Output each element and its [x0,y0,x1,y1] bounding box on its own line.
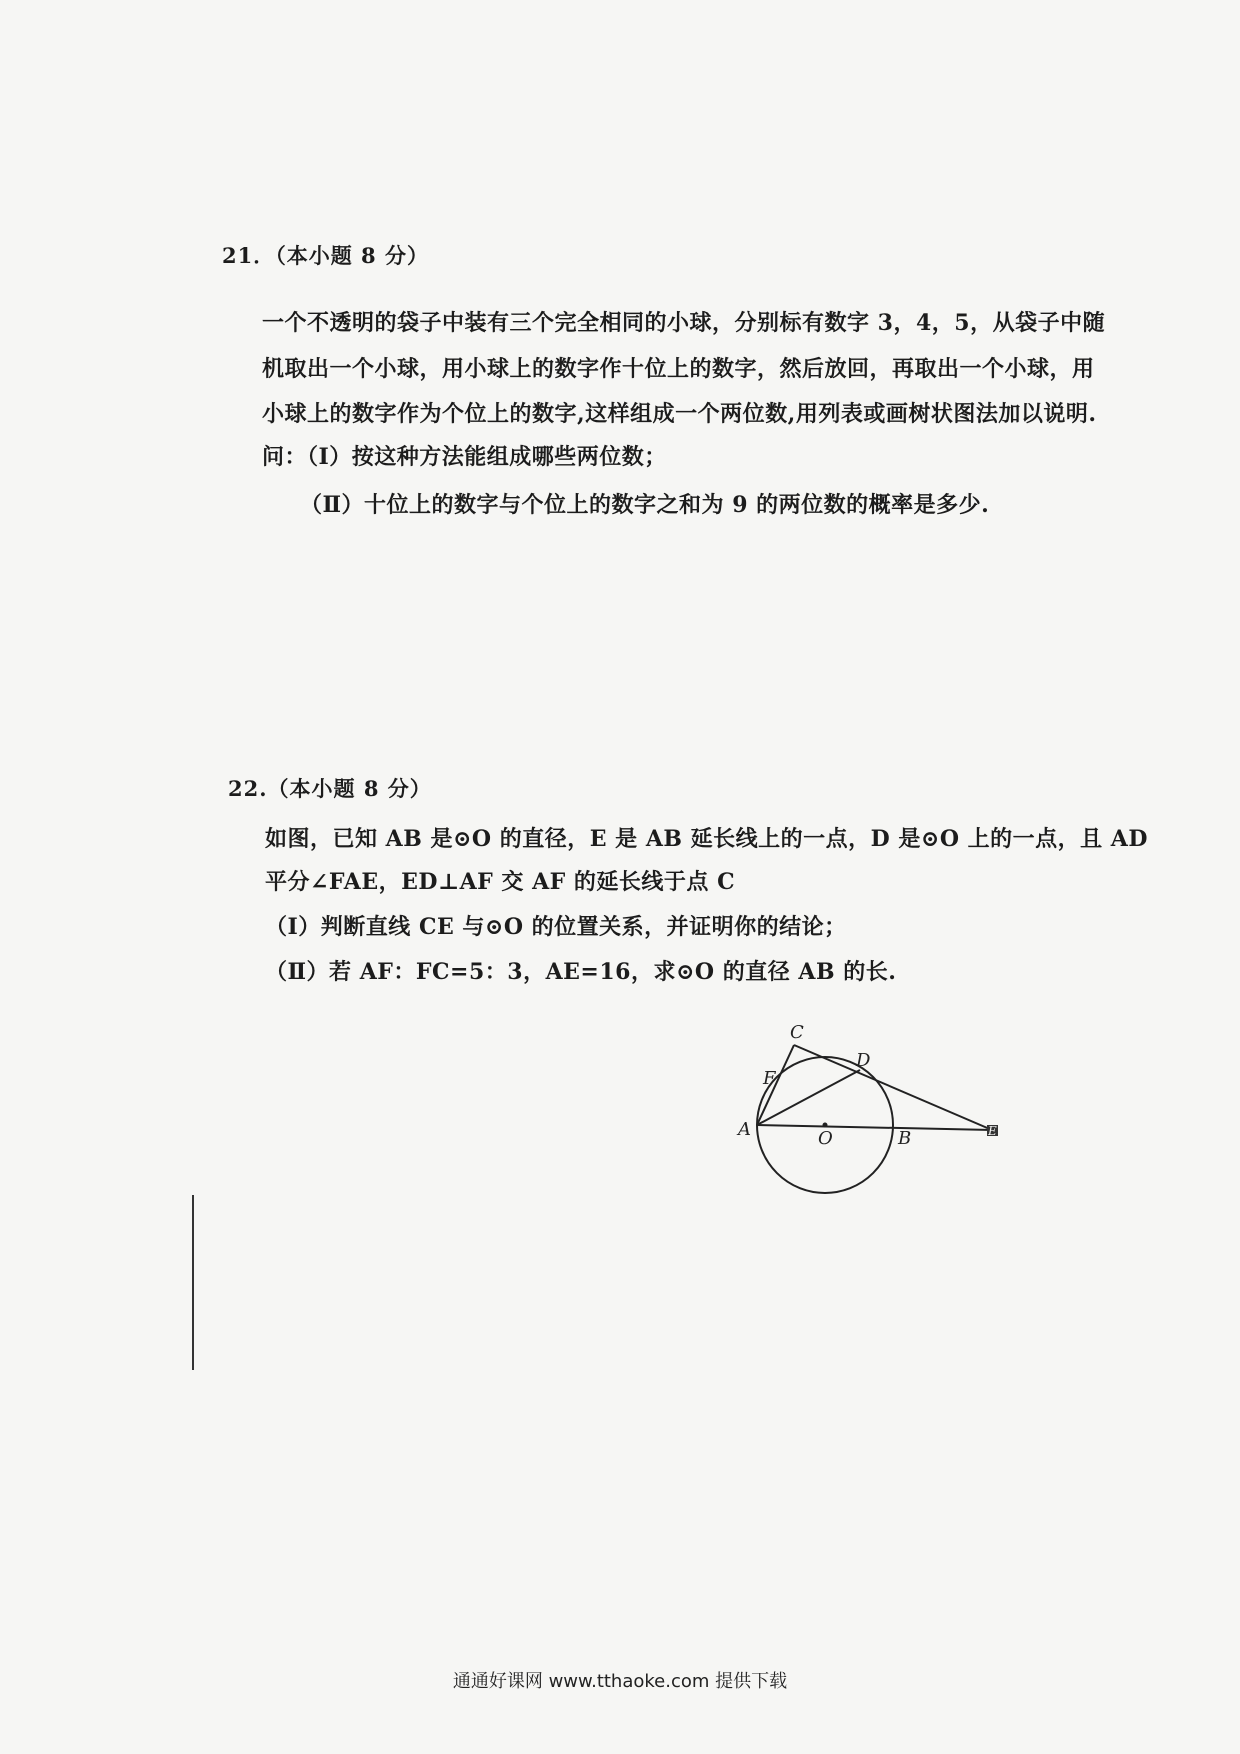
center-point-o [823,1123,828,1128]
line-ae [757,1125,992,1130]
q22-line-4: （Ⅱ）若 AF：FC=5：3，AE=16，求⊙O 的直径 AB 的长. [265,959,897,985]
geometry-figure [730,1010,1030,1210]
margin-line [192,1195,194,1370]
q22-line-1: 如图，已知 AB 是⊙O 的直径，E 是 AB 延长线上的一点，D 是⊙O 上的一点，且 AD [265,826,1148,852]
q21-line-5: （Ⅱ）十位上的数字与个位上的数字之和为 9 的两位数的概率是多少. [300,492,990,518]
label-e: E [988,1124,997,1138]
label-a: A [738,1119,751,1140]
label-c: C [790,1022,804,1043]
q21-line-2: 机取出一个小球，用小球上的数字作十位上的数字，然后放回，再取出一个小球，用 [262,356,1095,382]
label-d: D [856,1050,871,1071]
label-o: O [818,1128,833,1149]
q22-line-3: （Ⅰ）判断直线 CE 与⊙O 的位置关系，并证明你的结论； [265,914,847,940]
label-b: B [898,1128,912,1149]
q21-line-1: 一个不透明的袋子中装有三个完全相同的小球，分别标有数字 3，4，5，从袋子中随 [262,310,1106,336]
footer-credit: 通通好课网 www.tthaoke.com 提供下载 [452,1671,788,1692]
label-f: F [763,1068,776,1089]
q21-line-4: 问：（Ⅰ）按这种方法能组成哪些两位数； [262,444,667,470]
q21-heading: 21．（本小题 8 分） [222,243,429,268]
q21-line-3: 小球上的数字作为个位上的数字,这样组成一个两位数,用列表或画树状图法加以说明. [262,401,1097,427]
q22-line-2: 平分∠FAE，ED⊥AF 交 AF 的延长线于点 C [265,869,736,895]
q22-heading: 22.（本小题 8 分） [228,776,432,801]
